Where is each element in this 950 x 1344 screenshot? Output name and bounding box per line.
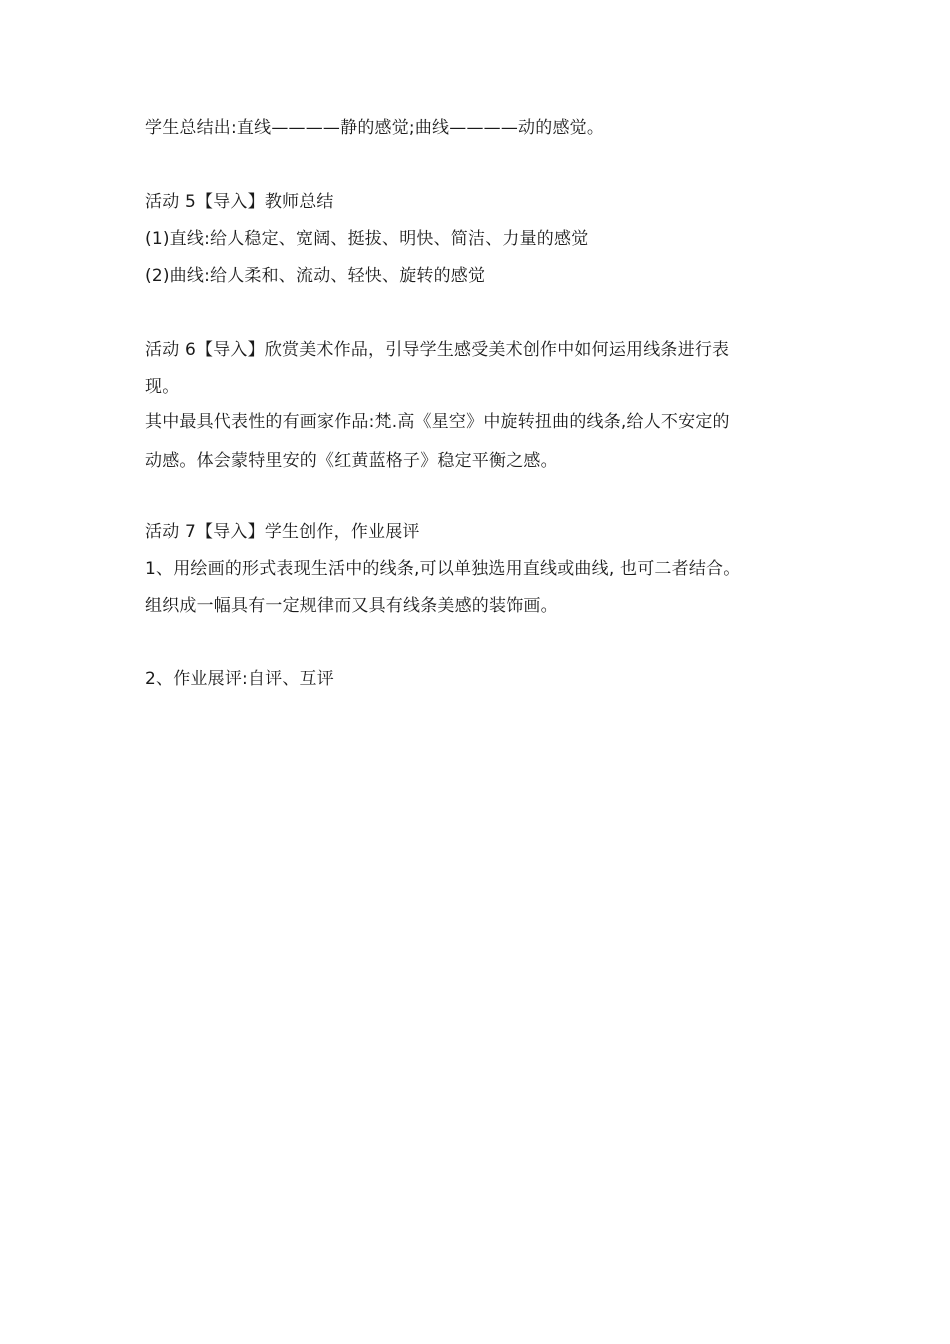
activity6-body-line1: 其中最具代表性的有画家作品:梵.高《星空》中旋转扭曲的线条,给人不安定的 [145, 412, 730, 432]
summary-text: 学生总结出:直线————静的感觉;曲线————动的感觉。 [145, 118, 605, 138]
activity7-item1-line2: 组织成一幅具有一定规律而又具有线条美感的装饰画。 [145, 596, 558, 616]
activity6-body-line2: 动感。体会蒙特里安的《红黄蓝格子》稳定平衡之感。 [145, 451, 558, 471]
activity6-heading-line2: 现。 [145, 377, 180, 397]
activity7-item2: 2、作业展评:自评、互评 [145, 669, 334, 689]
activity7-heading: 活动 7【导入】学生创作，作业展评 [145, 522, 420, 542]
activity5-item2: (2)曲线:给人柔和、流动、轻快、旋转的感觉 [145, 266, 486, 286]
activity5-item1: (1)直线:给人稳定、宽阔、挺拔、明快、简洁、力量的感觉 [145, 229, 589, 249]
activity7-item1-line1: 1、用绘画的形式表现生活中的线条,可以单独选用直线或曲线, 也可二者结合。 [145, 559, 741, 579]
activity6-heading-line1: 活动 6【导入】欣赏美术作品，引导学生感受美术创作中如何运用线条进行表 [145, 340, 730, 360]
activity5-heading: 活动 5【导入】教师总结 [145, 192, 334, 212]
